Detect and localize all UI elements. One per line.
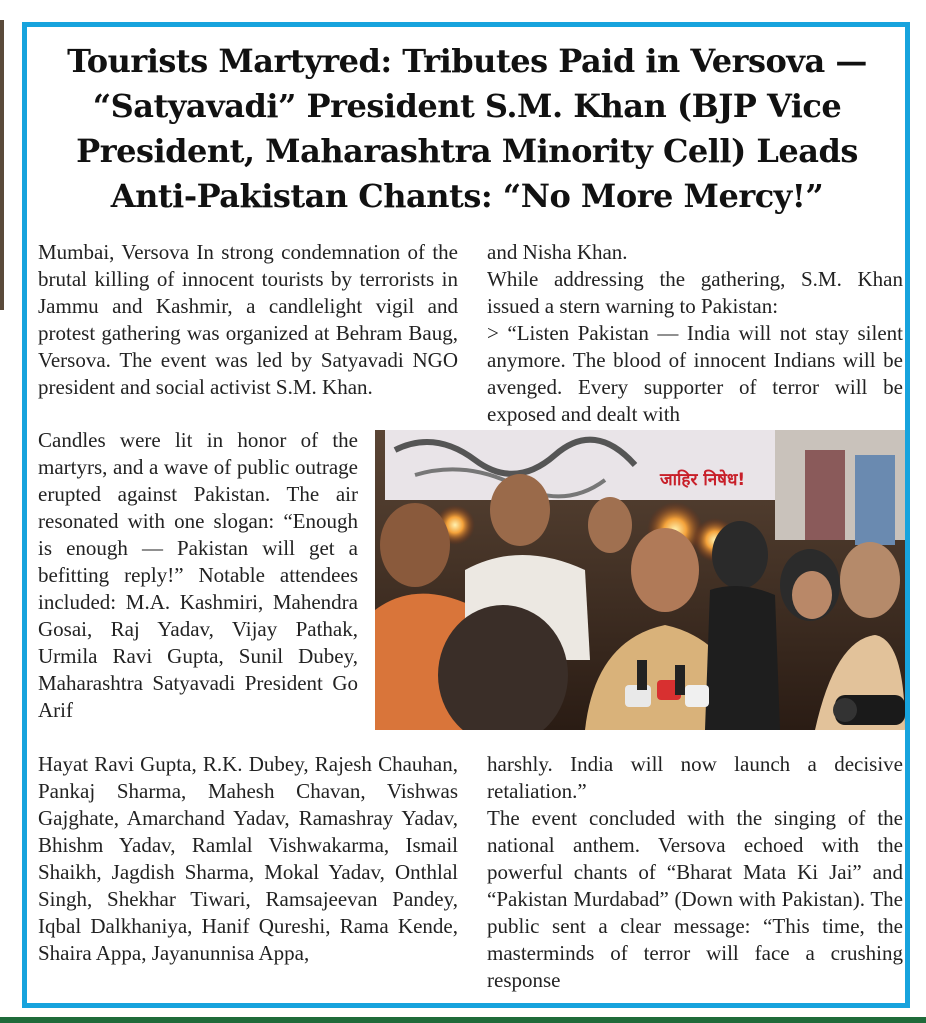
- paragraph-quote: > “Listen Pakistan — India will not stay silent anymore. The blood of innocent Indians will be avenged. Every supporter of terror will be exposed and dealt with: [487, 321, 903, 426]
- paragraph-conclusion: The event concluded with the singing of the national anthem. Versova echoed with the powerful chants of “Bharat Mata Ki Jai” and “Pakistan Murdabad” (Down with Pakistan). The public sent a clear message: “This time, the masterminds of terror will face a crushing response: [487, 806, 903, 992]
- left-column-bottom: [38, 751, 458, 967]
- banner-text: जाहिर निषेध!: [660, 470, 746, 490]
- paragraph-quote-end: harshly. India will now launch a decisive retaliation.”: [487, 752, 903, 803]
- paragraph-address: While addressing the gathering, S.M. Khan issued a stern warning to Pakistan:: [487, 267, 903, 318]
- paragraph-attendees-continued: Hayat Ravi Gupta, R.K. Dubey, Rajesh Chauhan, Pankaj Sharma, Mahesh Chavan, Vishwas Gajghate, Amarchand Yadav, Ramashray Yadav, Bhishm Yadav, Ramlal Vishwakarma, Ismail Shaikh, Jagdish Sharma, Mokal Yadav, Onthlal Singh, Shekhar Tiwari, Ramsajeevan Pandey, Iqbal Dalkhaniya, Hanif Qureshi, Rama Kende, Shaira Appa, Jayanunnisa Appa,: [38, 752, 458, 965]
- right-column-bottom: [487, 751, 903, 994]
- bottom-green-bar: [0, 1017, 926, 1023]
- left-column-wrap: [38, 427, 358, 724]
- paragraph-attendees-start: Candles were lit in honor of the martyrs, and a wave of public outrage erupted against Pakistan. The air resonated with one slogan: “Enough is enough — Pakistan will get a befitting reply!” Notable attendees included: M.A. Kashmiri, Mahendra Gosai, Raj Yadav, Vijay Pathak, Urmila Ravi Gupta, Sunil Dubey, Maharashtra Satyavadi President Go Arif: [38, 428, 358, 722]
- left-edge-strip: [0, 20, 4, 310]
- paragraph-nisha: and Nisha Khan.: [487, 240, 628, 264]
- article-frame: [22, 22, 910, 1008]
- paragraph-intro: Mumbai, Versova In strong condemnation of the brutal killing of innocent tourists by terrorists in Jammu and Kashmir, a candlelight vigil and protest gathering was organized at Behram Baug, Versova. The event was led by Satyavadi NGO president and social activist S.M. Khan.: [38, 240, 458, 399]
- right-column-top: [487, 239, 903, 428]
- left-column-intro: [38, 239, 458, 401]
- event-photo: [375, 430, 905, 730]
- headline: Tourists Martyred: Tributes Paid in Versova — “Satyavadi” President S.M. Khan (BJP Vice President, Maharashtra Minority Cell) Leads Anti-Pakistan Chants: “No More Mercy!”: [67, 42, 867, 215]
